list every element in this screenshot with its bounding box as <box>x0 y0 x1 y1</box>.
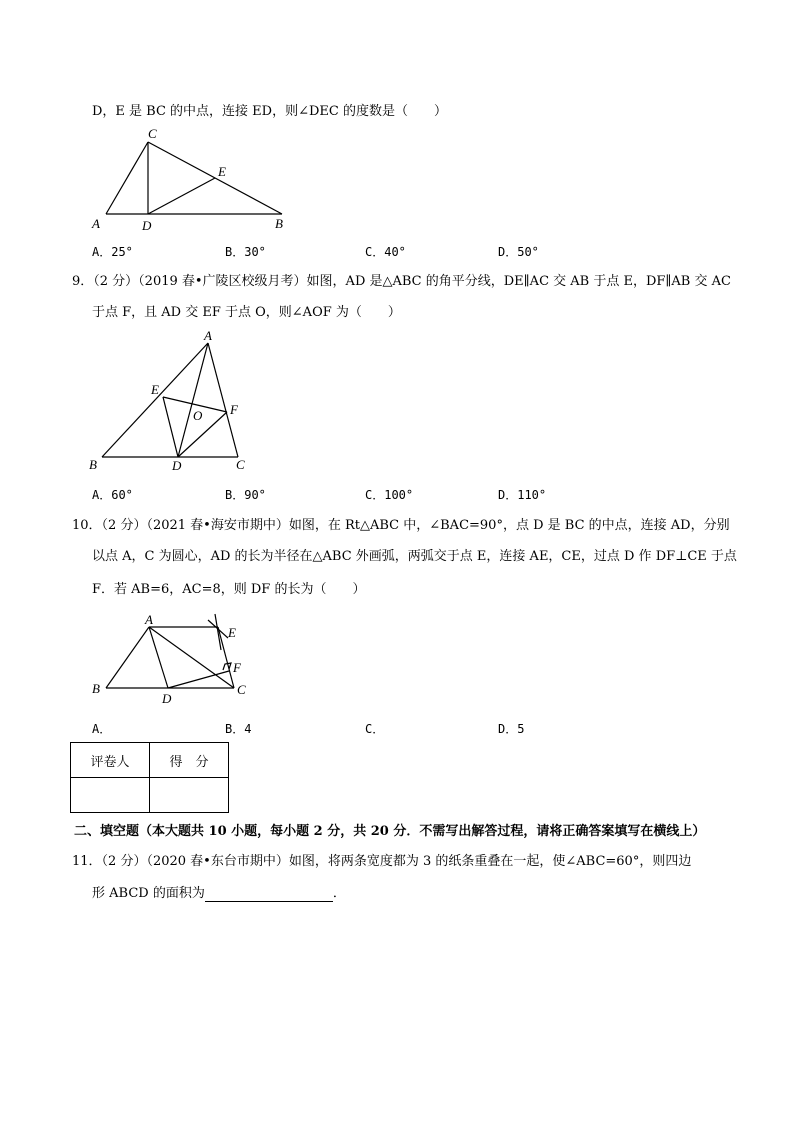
q10-option-a: A． <box>92 722 112 736</box>
score-table-score-header: 得 分 <box>150 743 229 778</box>
q11-text-line2-pre: 形 ABCD 的面积为 <box>92 886 205 901</box>
q8-option-d: D．50° <box>498 245 539 259</box>
q10-text-line1: 10．（2 分）（2021 春•海安市期中）如图，在 Rt△ABC 中，∠BAC=90°，点 D 是 BC 的中点，连接 AD，分别 <box>72 518 730 533</box>
q10-label-d: D <box>162 691 172 706</box>
q8-label-d: D <box>142 218 152 233</box>
q10-label-a: A <box>145 612 153 627</box>
q9-label-d: D <box>172 458 182 473</box>
q10-figure <box>88 608 258 708</box>
q10-option-b: B．4 <box>225 722 252 736</box>
q9-option-c: C．100° <box>365 488 414 502</box>
q9-label-e: E <box>151 382 159 397</box>
q9-label-a: A <box>204 330 212 343</box>
q11-answer-blank[interactable] <box>205 888 333 902</box>
q9-label-b: B <box>89 457 97 472</box>
q10-label-c: C <box>237 682 246 697</box>
q8-option-c: C．40° <box>365 245 406 259</box>
score-table-grader-header: 评卷人 <box>71 743 150 778</box>
q9-text-line2: 于点 F，且 AD 交 EF 于点 O，则∠AOF 为（ ） <box>92 305 401 320</box>
q10-text-line2: 以点 A，C 为圆心，AD 的长为半径在△ABC 外画弧，两弧交于点 E，连接 AE，CE，过点 D 作 DF⊥CE 于点 <box>92 549 737 564</box>
q9-option-b: B．90° <box>225 488 266 502</box>
q9-label-o: O <box>193 408 203 423</box>
q8-label-e: E <box>218 164 226 179</box>
q10-option-c: C． <box>365 722 385 736</box>
q8-text: D，E 是 BC 的中点，连接 ED，则∠DEC 的度数是（ ） <box>92 104 447 119</box>
q11-text-line1: 11．（2 分）（2020 春•东台市期中）如图，将两条宽度都为 3 的纸条重叠在一起，使∠ABC=60°，则四边 <box>72 854 692 869</box>
q8-option-a: A．25° <box>92 245 133 259</box>
q8-label-a: A <box>92 216 100 231</box>
score-table-score-cell[interactable] <box>150 778 229 813</box>
q8-option-b: B．30° <box>225 245 266 259</box>
score-table-grader-cell[interactable] <box>71 778 150 813</box>
q11-text-line2-post: ． <box>332 886 346 901</box>
q8-figure <box>88 126 298 236</box>
q8-label-c: C <box>148 126 157 141</box>
q10-label-e: E <box>228 625 236 640</box>
q10-label-f: F <box>233 660 241 675</box>
section-2-title: 二、填空题（本大题共 10 小题，每小题 2 分，共 20 分．不需写出解答过程，请将正确答案填写在横线上） <box>74 824 706 839</box>
q10-option-d: D．5 <box>498 722 525 736</box>
q9-figure <box>86 330 256 475</box>
q9-label-c: C <box>236 457 245 472</box>
q9-option-a: A．60° <box>92 488 133 502</box>
q8-label-b: B <box>275 216 283 231</box>
q9-text-line1: 9．（2 分）（2019 春•广陵区校级月考）如图，AD 是△ABC 的角平分线，DE∥AC 交 AB 于点 E，DF∥AB 交 AC <box>72 274 731 289</box>
q10-text-line3: F．若 AB=6，AC=8，则 DF 的长为（ ） <box>92 582 366 597</box>
q11-text-line2 <box>92 886 346 902</box>
score-table <box>70 742 229 813</box>
q10-label-b: B <box>92 681 100 696</box>
q9-option-d: D．110° <box>498 488 547 502</box>
q9-label-f: F <box>230 402 238 417</box>
